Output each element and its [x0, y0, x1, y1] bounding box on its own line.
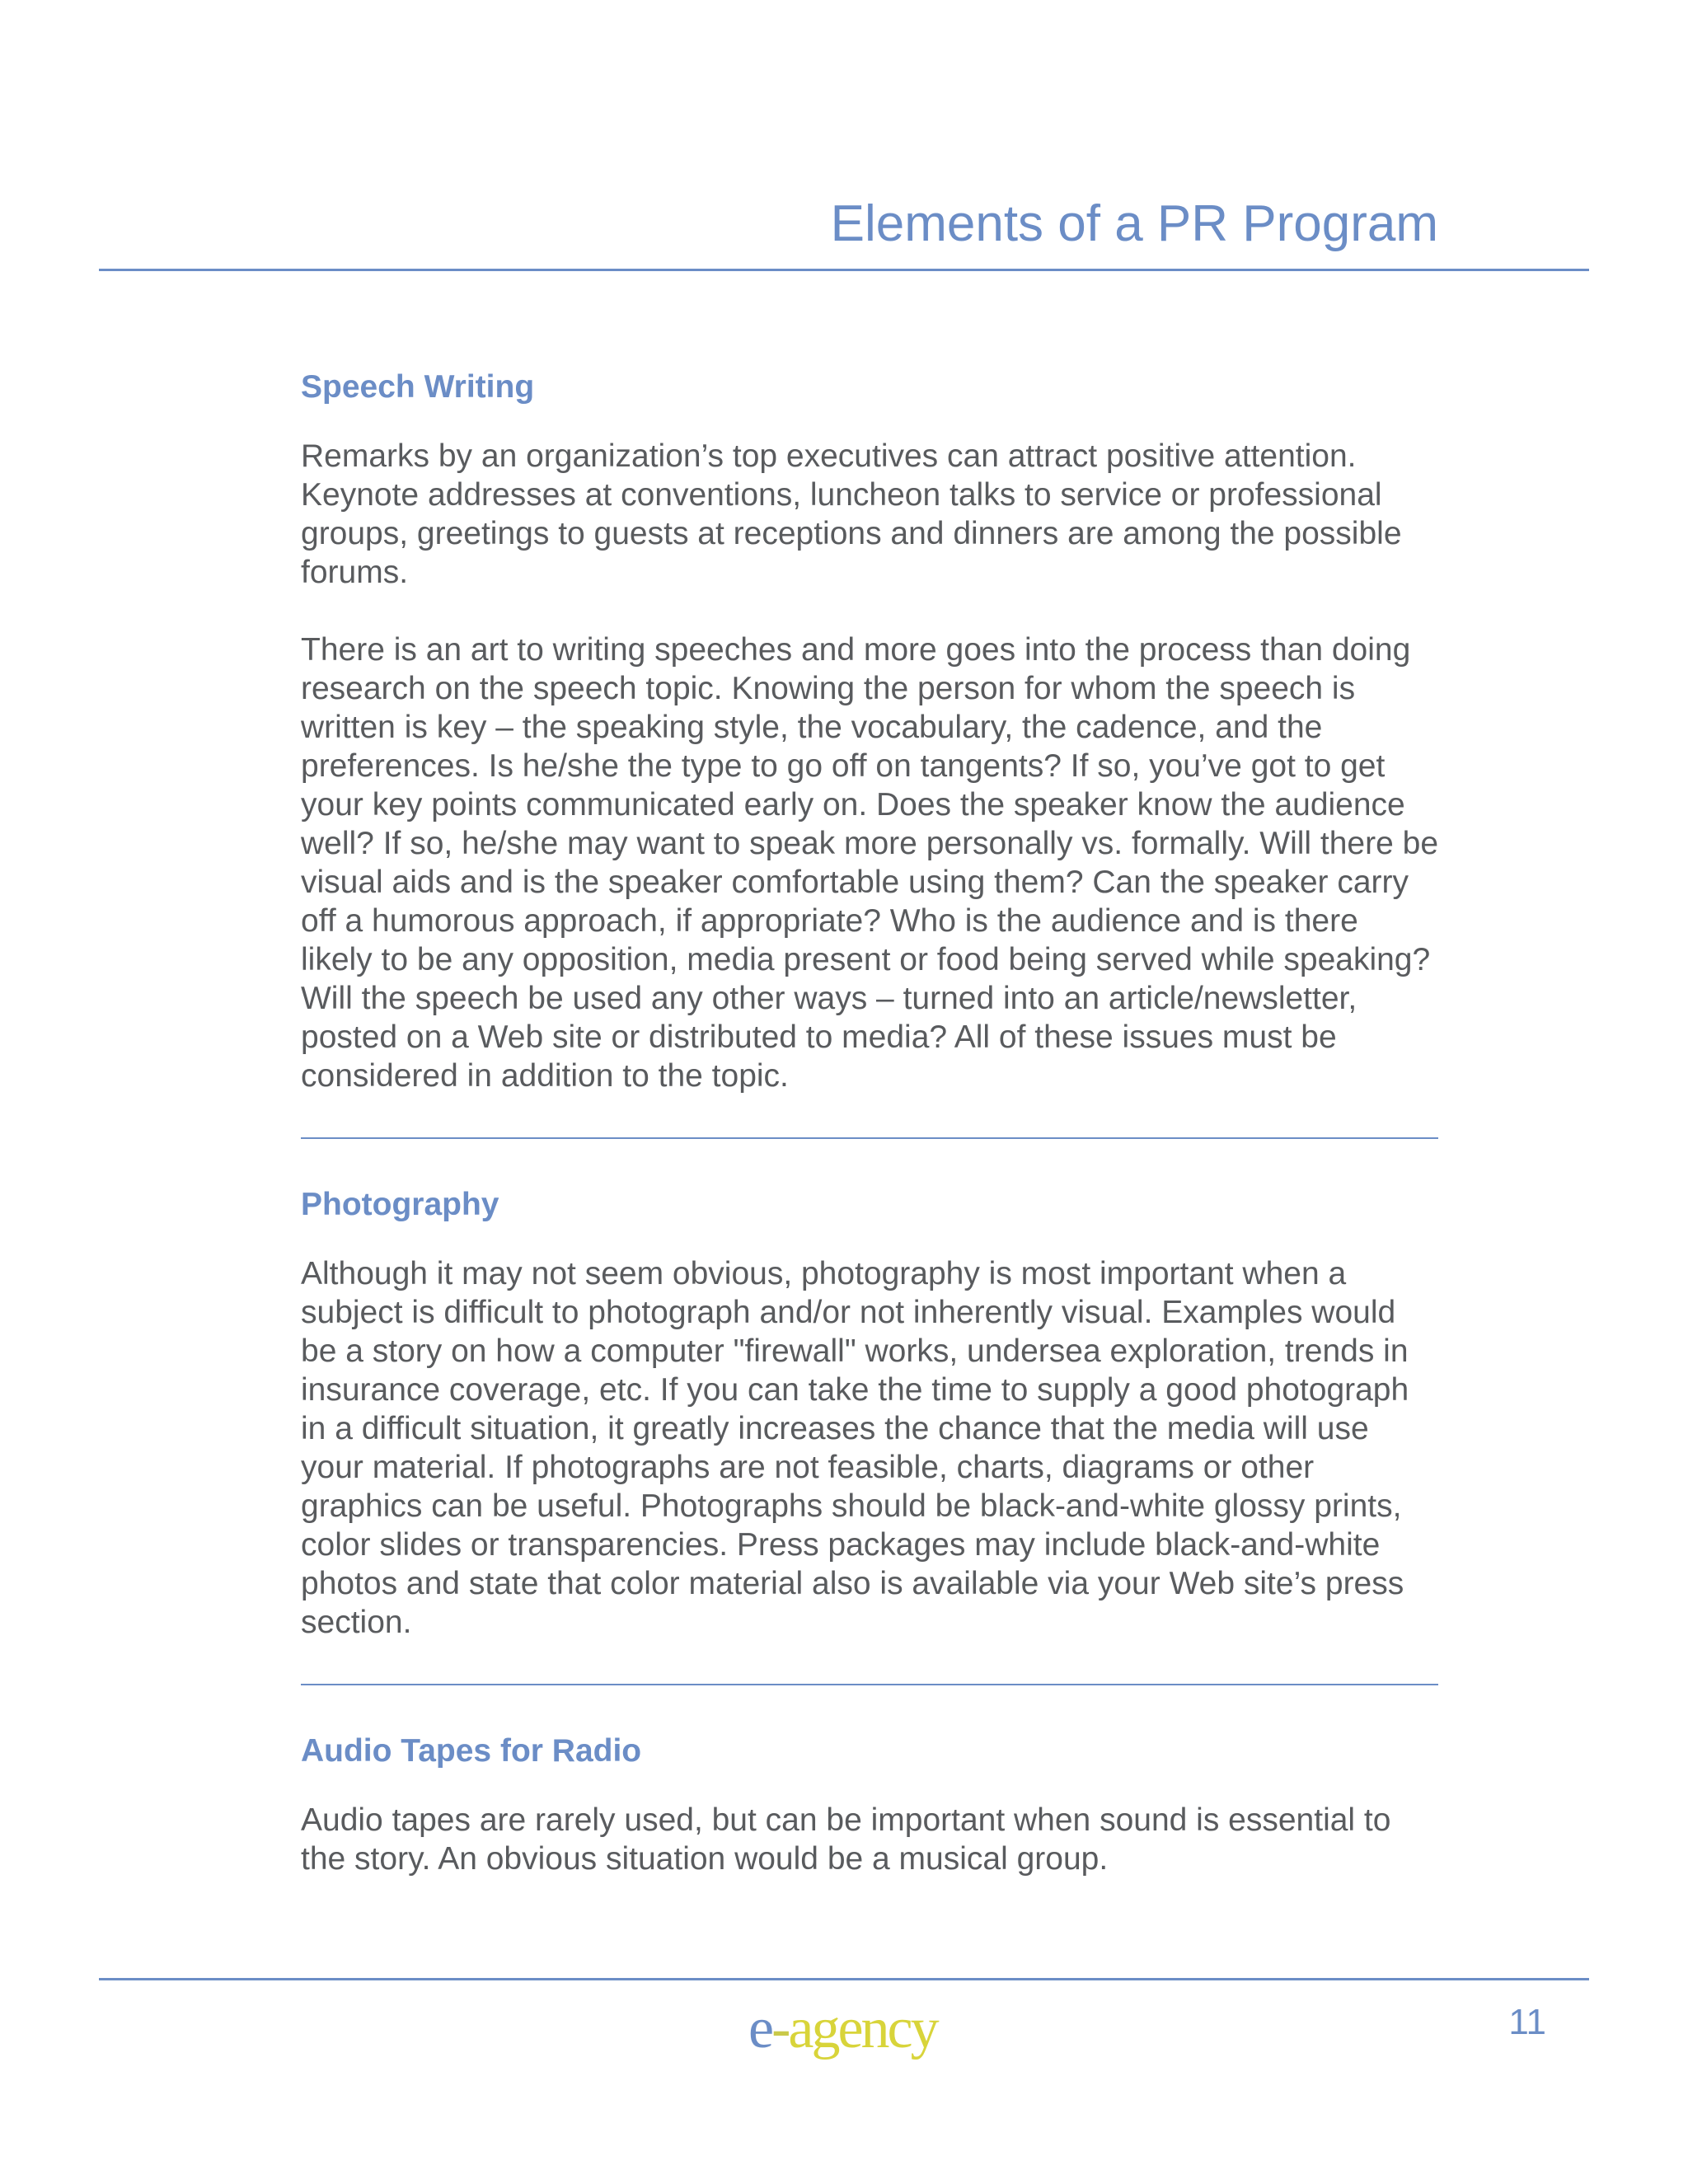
section-heading-audio-tapes: Audio Tapes for Radio — [301, 1733, 642, 1769]
photography-paragraph: Although it may not seem obvious, photography is most important when a subject is difficult to photograph and/or not inherently visual. Examples would be a story on how a computer "firewall" works, undersea exploration, trends in insurance coverage, etc. If you can take the time to supply a good photograph in a difficult situation, it greatly increases the chance that the media will use your material. If photographs are not feasible, charts, diagrams or other graphics can be useful. Photographs should be black-and-white glossy prints, color slides or transparencies. Press packages may include black-and-white photos and state that color material also is available via your Web site’s press section. — [301, 1256, 1409, 1640]
section-heading-speech-writing: Speech Writing — [301, 369, 535, 405]
page-title: Elements of a PR Program — [830, 195, 1438, 252]
section-divider — [301, 1137, 1438, 1139]
page-content — [301, 363, 1438, 1878]
e-agency-logo: e-agency — [748, 1997, 937, 2060]
section-heading-photography: Photography — [301, 1187, 499, 1222]
page-number: 11 — [1508, 2002, 1546, 2042]
speech-writing-paragraph-2: There is an art to writing speeches and more goes into the process than doing research on the speech topic. Knowing the person for whom the speech is written is key – the speaking style, the vocabulary, the cadence, and the preferences. Is he/she the type to go off on tangents? If so, you’ve got to get your key points communicated early on. Does the speaker know the audience well? If so, he/she may want to speak more personally vs. formally. Will there be visual aids and is the speaker comfortable using them? Can the speaker carry off a humorous approach, if appropriate? Who is the audience and is there likely to be any opposition, media present or food being served while speaking? Will the speech be used any other ways – turned into an article/newsletter, posted on a Web site or distributed to media? All of these issues must be considered in addition to the topic. — [301, 632, 1439, 1094]
audio-tapes-paragraph: Audio tapes are rarely used, but can be important when sound is essential to the story. An obvious situation would be a musical group. — [301, 1802, 1391, 1877]
section-divider — [301, 1684, 1438, 1685]
header-divider — [99, 269, 1589, 271]
speech-writing-paragraph-1: Remarks by an organization’s top executives can attract positive attention. Keynote addresses at conventions, luncheon talks to service or professional groups, greetings to guests at receptions and dinners are among the possible forums. — [301, 438, 1402, 590]
footer-divider — [99, 1978, 1589, 1980]
